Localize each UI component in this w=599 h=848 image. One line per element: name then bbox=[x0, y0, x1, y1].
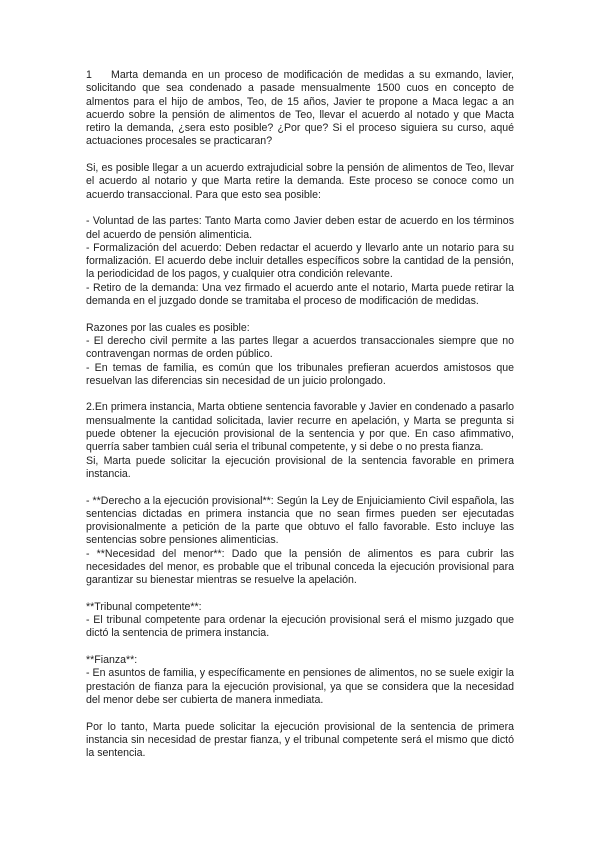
execution-points bbox=[86, 495, 514, 588]
tribunal-heading: **Tribunal competente**: bbox=[86, 600, 202, 613]
answer-2-summary: Si, Marta puede solicitar la ejecución provisional de la sentencia favorable en primera instancia. bbox=[86, 454, 514, 480]
question-2-text: 2.En primera instancia, Marta obtiene sentencia favorable y Javier en condenado a pasarlo mensualmente la cantidad solicitada, lavier recurre en apelación, y Marta se pregunta si puede obtener la ejecución provisional de la sentencia y por que. En caso afimmativo, querría saber tambien cuál seria el tribunal competente, y si debe o no presta fianza. bbox=[86, 401, 514, 454]
tribunal-block bbox=[86, 601, 514, 641]
requirements-list bbox=[86, 215, 514, 308]
answer-1-intro: Si, es posible llegar a un acuerdo extrajudicial sobre la pensión de alimentos de Teo, llevar el acuerdo al notario y que Marta retire la demanda. Este proceso se conoce como un acuerdo transaccional. Para que esto sea posible: bbox=[86, 162, 514, 201]
fianza-heading: **Fianza**: bbox=[86, 654, 138, 667]
execution-point: - **Derecho a la ejecución provisional**: Según la Ley de Enjuiciamiento Civil española, las sentencias dictadas en primera instancia que no sean firmes pueden ser ejecutadas provisionalmente a petición de la parte que obtuvo el fallo favorable. Esto incluye las sentencias sobre pensiones alimenticias. bbox=[86, 494, 514, 547]
document-page bbox=[86, 69, 514, 760]
question-1-text: Marta demanda en un proceso de modificación de medidas a su exmando, lavier, solicitando que sea condenado a pasade mensualmente 1500 cuos en concepto de almentos para el hijo de ambos, Teo, de 15 años, Javier te propone a Maca legac a an acuerdo sobre la pensión de alimentos de Teo, llevar el acuerdo al notado y que Macta retiro la demanda, ¿sera esto posible? ¿Por que? Si el proceso siguiera su curso, aqué actuaciones procesales se practicaran? bbox=[86, 69, 514, 148]
requirement-item: - Voluntad de las partes: Tanto Marta como Javier deben estar de acuerdo en los términos del acuerdo de pensión alimenticia. bbox=[86, 215, 514, 241]
conclusion: Por lo tanto, Marta puede solicitar la ejecución provisional de la sentencia de primera instancia sin necesidad de prestar fianza, y el tribunal competente será el mismo que dictó la sentencia. bbox=[86, 720, 514, 760]
reasons-heading: Razones por las cuales es posible: bbox=[86, 321, 250, 334]
requirement-item: - Formalización del acuerdo: Deben redactar el acuerdo y llevarlo ante un notario para su formalización. El acuerdo debe incluir detalles específicos sobre la cantidad de la pensión, la periodicidad de los pagos, y cualquier otra condición relevante. bbox=[86, 241, 514, 281]
reason-item: - En temas de familia, es común que los tribunales prefieran acuerdos amistosos que resuelvan las diferencias sin necesidad de un juicio prolongado. bbox=[86, 361, 514, 387]
question-number: 1 bbox=[86, 69, 92, 81]
execution-point: - **Necesidad del menor**: Dado que la pensión de alimentos es para cubrir las necesidades del menor, es probable que el tribunal conceda la ejecución provisional para garantizar su bienestar mientras se resuelve la apelación. bbox=[86, 547, 514, 587]
fianza-text: - En asuntos de familia, y específicamente en pensiones de alimentos, no se suele exigir la prestación de fianza para la ejecución provisional, ya que se considera que la necesidad del menor debe ser cubierta de manera inmediata. bbox=[86, 667, 514, 706]
reason-item: - El derecho civil permite a las partes llegar a acuerdos transaccionales siempre que no contravengan normas de orden público. bbox=[86, 334, 514, 361]
requirement-item: - Retiro de la demanda: Una vez firmado el acuerdo ante el notario, Marta puede retirar la demanda en el juzgado donde se tramitaba el proceso de modificación de medidas. bbox=[86, 281, 514, 308]
question-2-block bbox=[86, 401, 514, 481]
tribunal-text: - El tribunal competente para ordenar la ejecución provisional será el mismo juzgado que dictó la sentencia de primera instancia. bbox=[86, 614, 514, 640]
question-1 bbox=[86, 69, 514, 149]
reasons-block bbox=[86, 322, 514, 388]
fianza-block bbox=[86, 654, 514, 707]
